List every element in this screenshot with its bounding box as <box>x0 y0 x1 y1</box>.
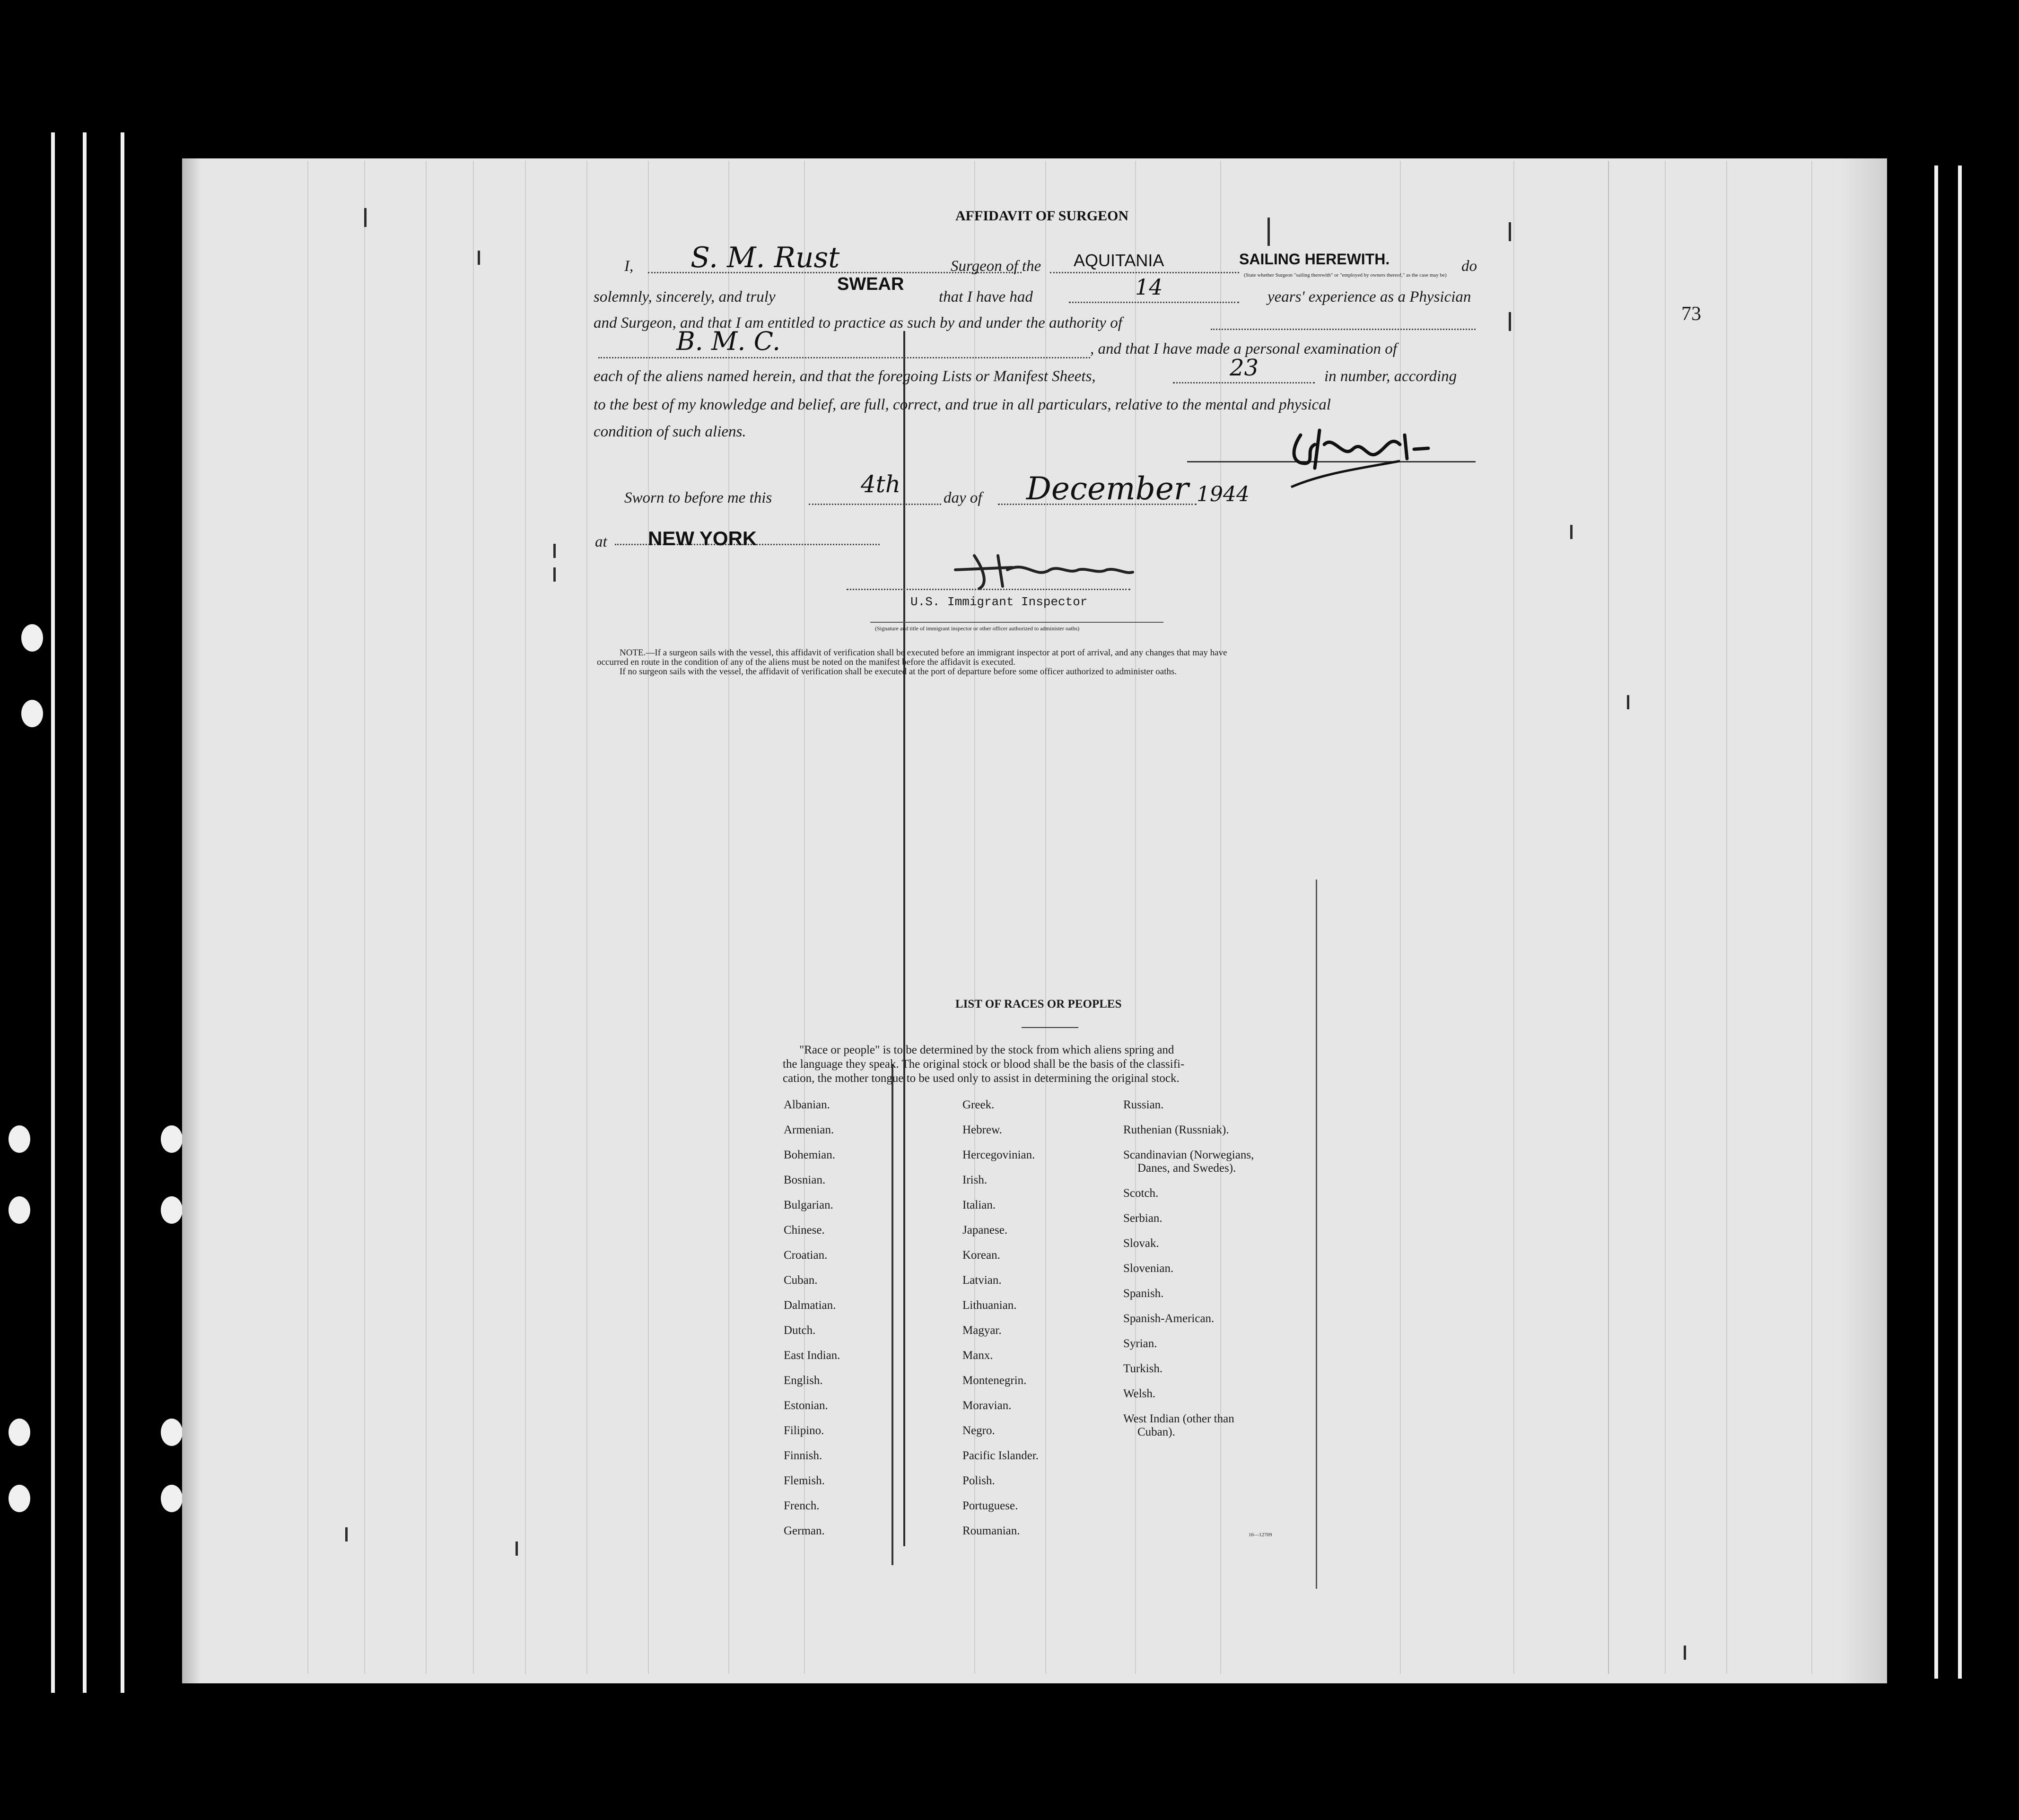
race-item: Estonian. <box>784 1399 828 1412</box>
form-rule <box>525 161 526 1674</box>
film-perforation <box>9 1196 30 1224</box>
races-intro-1: "Race or people" is to be determined by the stock from which aliens spring and <box>799 1044 1174 1056</box>
form-rule <box>1608 161 1609 1674</box>
fill-line <box>1211 329 1476 330</box>
form-tick <box>364 208 367 227</box>
form-rule <box>1316 880 1317 1589</box>
race-item: Cuban). <box>1137 1426 1175 1438</box>
form-rule <box>903 331 905 1546</box>
form-tick <box>1570 525 1573 539</box>
race-item: Japanese. <box>962 1224 1008 1237</box>
film-perforation <box>161 1196 183 1224</box>
race-item: Ruthenian (Russniak). <box>1123 1123 1229 1136</box>
race-item: Polish. <box>962 1474 995 1487</box>
form-rule <box>473 161 474 1674</box>
page-number: 73 <box>1681 303 1701 325</box>
affidavit-line1-i: I, <box>624 258 634 275</box>
race-item: Negro. <box>962 1424 995 1437</box>
note-line-2: occurred en route in the condition of any of the aliens must be noted on the manifest before the affidavit is executed. <box>597 657 1015 667</box>
note-line-3: If no surgeon sails with the vessel, the affidavit of verification shall be executed at the port of departure before some officer authorized to administer oaths. <box>620 667 1177 677</box>
form-rule <box>804 161 805 1674</box>
race-item: Dutch. <box>784 1324 816 1337</box>
sheet-edge-shadow <box>1840 158 1887 1683</box>
races-title-rule <box>1022 1027 1078 1028</box>
race-item: Russian. <box>1123 1098 1164 1111</box>
film-strip-line <box>51 132 55 1693</box>
form-tick <box>516 1541 518 1556</box>
races-intro-2: the language they speak. The original stock or blood shall be the basis of the classifi- <box>783 1058 1185 1071</box>
race-item: Finnish. <box>784 1449 822 1462</box>
race-item: Hercegovinian. <box>962 1149 1035 1161</box>
affidavit-line2b: that I have had <box>939 288 1033 305</box>
race-item: English. <box>784 1374 823 1387</box>
surgeon-name: S. M. Rust <box>690 241 840 274</box>
form-tick <box>1509 312 1511 331</box>
surgeon-signature <box>1286 416 1438 492</box>
film-perforation <box>9 1419 30 1446</box>
race-item: Roumanian. <box>962 1524 1020 1537</box>
form-tick <box>345 1527 348 1541</box>
race-item: Bohemian. <box>784 1149 836 1161</box>
swear-stamp: SWEAR <box>837 274 904 294</box>
film-perforation <box>9 1485 30 1512</box>
form-rule <box>1726 161 1727 1674</box>
form-rule <box>307 161 308 1674</box>
race-item: Croatian. <box>784 1249 828 1262</box>
race-item: Korean. <box>962 1249 1000 1262</box>
form-rule <box>1135 161 1136 1674</box>
race-item: Scotch. <box>1123 1187 1159 1200</box>
fill-line <box>598 357 1090 358</box>
race-item: Scandinavian (Norwegians, <box>1123 1149 1254 1161</box>
sailing-herewith: SAILING HEREWITH. <box>1239 251 1390 268</box>
form-rule <box>1665 161 1666 1674</box>
race-item: Latvian. <box>962 1274 1002 1287</box>
race-item: Armenian. <box>784 1123 834 1136</box>
race-item: Slovenian. <box>1123 1262 1174 1275</box>
inspector-signature-line <box>847 589 1130 590</box>
sheets-count: 23 <box>1230 355 1259 381</box>
race-item: Hebrew. <box>962 1123 1002 1136</box>
races-intro-3: cation, the mother tongue to be used only to assist in determining the original stock. <box>783 1072 1180 1085</box>
day-of-label: day of <box>944 489 982 506</box>
fill-line <box>809 504 941 505</box>
film-strip-line <box>83 132 87 1693</box>
film-perforation <box>161 1419 183 1446</box>
fill-line <box>1069 302 1239 303</box>
race-item: Albanian. <box>784 1098 830 1111</box>
race-item: Italian. <box>962 1199 996 1211</box>
signature-caption: (Signature and title of immigrant inspector or other officer authorized to administer oaths) <box>875 625 1080 632</box>
form-rule <box>728 161 729 1674</box>
race-item: Slovak. <box>1123 1237 1159 1250</box>
sworn-place: NEW YORK <box>648 527 757 549</box>
authority: B. M. C. <box>676 326 781 356</box>
race-item: Dalmatian. <box>784 1299 836 1312</box>
race-item: Manx. <box>962 1349 993 1362</box>
film-strip-line <box>1934 165 1938 1679</box>
race-item: Spanish. <box>1123 1287 1164 1300</box>
race-item: Flemish. <box>784 1474 825 1487</box>
caption-rule <box>870 622 1163 623</box>
affidavit-line7: condition of such aliens. <box>594 423 746 440</box>
race-item: Chinese. <box>784 1224 825 1237</box>
form-tick <box>1509 222 1511 241</box>
form-rule <box>974 161 975 1674</box>
form-rule <box>1045 161 1046 1674</box>
affidavit-line2c: years' experience as a Physician <box>1267 288 1471 305</box>
race-item: French. <box>784 1499 820 1512</box>
film-perforation <box>21 624 43 652</box>
sworn-day: 4th <box>861 470 901 498</box>
vessel-name: AQUITANIA <box>1074 251 1164 270</box>
form-number: 16—12709 <box>1249 1532 1272 1538</box>
film-perforation <box>161 1485 183 1512</box>
sheet-edge-shadow <box>182 158 201 1683</box>
note-line-1: NOTE.—If a surgeon sails with the vessel, this affidavit of verification shall be executed before an immigrant inspector at port of arrival, and any changes that may have <box>620 648 1227 658</box>
race-item: Danes, and Swedes). <box>1137 1162 1236 1175</box>
race-item: Portuguese. <box>962 1499 1018 1512</box>
race-item: Greek. <box>962 1098 995 1111</box>
form-rule <box>364 161 365 1674</box>
affidavit-surgeon-of-the: Surgeon of the <box>951 258 1041 275</box>
sailing-note: (State whether Surgeon "sailing therewith" or "employed by owners thereof," as the case may be) <box>1244 272 1447 278</box>
race-item: Spanish-American. <box>1123 1312 1215 1325</box>
race-item: Magyar. <box>962 1324 1002 1337</box>
film-strip-line <box>121 132 124 1693</box>
race-item: Cuban. <box>784 1274 818 1287</box>
race-item: Moravian. <box>962 1399 1012 1412</box>
race-item: Bulgarian. <box>784 1199 833 1211</box>
races-title: LIST OF RACES OR PEOPLES <box>955 998 1122 1010</box>
inspector-signature <box>946 541 1145 593</box>
race-item: Welsh. <box>1123 1387 1156 1400</box>
race-item: Turkish. <box>1123 1362 1163 1375</box>
fill-line <box>1173 382 1315 383</box>
race-item: Filipino. <box>784 1424 824 1437</box>
form-rule <box>1811 161 1812 1674</box>
affidavit-line3: and Surgeon, and that I am entitled to practice as such by and under the authority of <box>594 314 1122 331</box>
affidavit-line5a: each of the aliens named herein, and that the foregoing Lists or Manifest Sheets, <box>594 368 1096 385</box>
form-rule <box>1400 161 1401 1674</box>
affidavit-line2a: solemnly, sincerely, and truly <box>594 288 776 305</box>
film-perforation <box>21 700 43 727</box>
race-item: East Indian. <box>784 1349 840 1362</box>
affidavit-line6: to the best of my knowledge and belief, are full, correct, and true in all particulars, relative to the mental and physical <box>594 396 1331 413</box>
sworn-label: Sworn to before me this <box>624 489 772 506</box>
form-rule <box>586 161 587 1674</box>
affidavit-line5b: in number, according <box>1324 368 1457 385</box>
race-item: German. <box>784 1524 825 1537</box>
race-item: Lithuanian. <box>962 1299 1017 1312</box>
form-rule <box>426 161 427 1674</box>
form-tick <box>553 544 556 558</box>
sworn-month: December <box>1026 470 1189 507</box>
race-item: Syrian. <box>1123 1337 1157 1350</box>
affidavit-do: do <box>1461 258 1477 275</box>
at-label: at <box>595 533 607 550</box>
fill-line <box>1050 272 1239 273</box>
form-tick <box>1627 695 1629 709</box>
race-item: Pacific Islander. <box>962 1449 1039 1462</box>
form-rule <box>648 161 649 1674</box>
affidavit-line4: , and that I have made a personal examination of <box>1090 340 1397 357</box>
film-perforation <box>9 1125 30 1153</box>
form-tick <box>478 251 480 265</box>
form-tick <box>553 567 556 582</box>
film-perforation <box>161 1125 183 1153</box>
race-item: Serbian. <box>1123 1212 1162 1225</box>
race-item: Montenegrin. <box>962 1374 1027 1387</box>
race-item: Bosnian. <box>784 1174 826 1186</box>
race-item: Irish. <box>962 1174 988 1186</box>
race-item: West Indian (other than <box>1123 1412 1234 1425</box>
form-rule <box>1220 161 1221 1674</box>
sworn-year: 1944 <box>1197 482 1250 506</box>
form-tick <box>1267 218 1270 246</box>
years-experience: 14 <box>1135 274 1163 300</box>
film-strip-line <box>1958 165 1962 1679</box>
form-rule <box>892 1064 893 1565</box>
affidavit-title: AFFIDAVIT OF SURGEON <box>955 208 1129 224</box>
form-tick <box>1684 1646 1686 1660</box>
inspector-title: U.S. Immigrant Inspector <box>910 595 1088 609</box>
form-rule <box>1513 161 1514 1674</box>
